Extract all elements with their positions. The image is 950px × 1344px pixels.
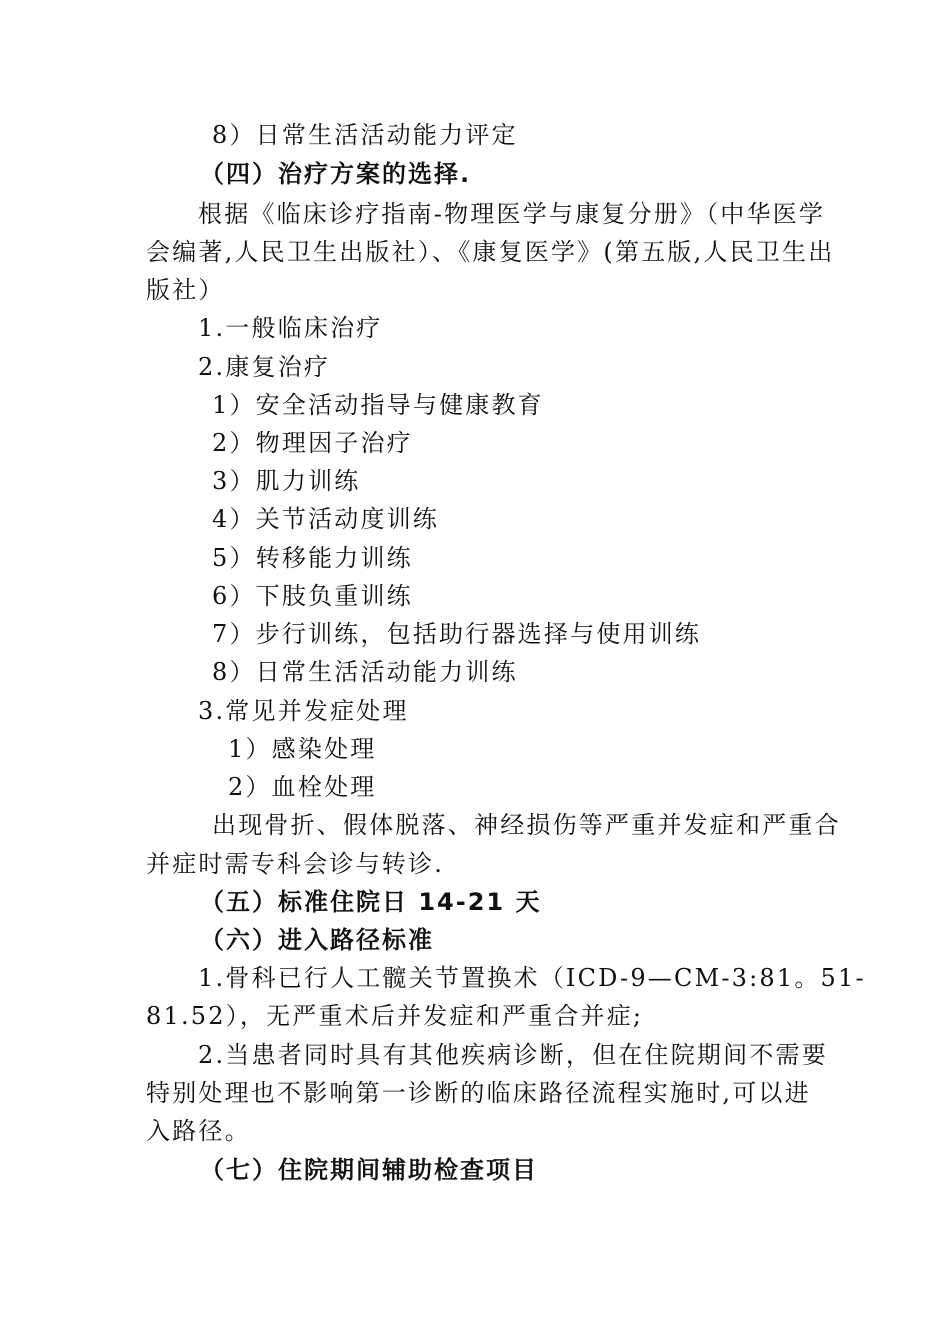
rehab-item-3: 3）肌力训练 (212, 467, 361, 495)
entry-criterion-1-line-2: 81.52），无严重术后并发症和严重合并症; (146, 1002, 644, 1030)
rehab-item-4: 4）关节活动度训练 (212, 505, 440, 533)
section-heading-auxiliary-tests: （七）住院期间辅助检查项目 (200, 1156, 538, 1184)
rehab-item-5: 5）转移能力训练 (212, 544, 413, 572)
section-heading-entry-criteria: （六）进入路径标准 (200, 926, 434, 954)
rehab-item-7: 7）步行训练，包括助行器选择与使用训练 (212, 620, 702, 648)
paragraph-referral-line-1: 出现骨折、假体脱落、神经损伤等严重并发症和严重合 (212, 811, 841, 839)
entry-criterion-2-line-3: 入路径。 (146, 1117, 251, 1145)
section-heading-treatment-plan: （四）治疗方案的选择. (200, 160, 472, 188)
entry-criterion-2-line-2: 特别处理也不影响第一诊断的临床路径流程实施时,可以进 (146, 1079, 811, 1107)
rehab-item-8: 8）日常生活活动能力训练 (212, 658, 518, 686)
paragraph-reference-line-1: 根据《临床诊疗指南-物理医学与康复分册》（中华医学 (198, 200, 826, 228)
entry-criterion-2-line-1: 2.当患者同时具有其他疾病诊断，但在住院期间不需要 (198, 1041, 828, 1069)
paragraph-referral-line-2: 并症时需专科会诊与转诊. (146, 850, 445, 878)
paragraph-reference-line-2: 会编著,人民卫生出版社）、《康复医学》(第五版,人民卫生出 (146, 238, 835, 266)
complication-item-2: 2）血栓处理 (228, 773, 377, 801)
assessment-item-8: 8）日常生活活动能力评定 (212, 121, 518, 149)
paragraph-reference-line-3: 版社） (146, 276, 225, 304)
list-item-complications: 3.常见并发症处理 (198, 697, 409, 725)
list-item-rehab-treatment: 2.康复治疗 (198, 353, 331, 381)
entry-criterion-1-line-1: 1.骨科已行人工髋关节置换术（ICD-9—CM-3:81。51- (198, 964, 866, 992)
section-heading-hospital-stay: （五）标准住院日 14-21 天 (200, 888, 542, 916)
rehab-item-1: 1）安全活动指导与健康教育 (212, 391, 544, 419)
rehab-item-2: 2）物理因子治疗 (212, 429, 413, 457)
list-item-general-treatment: 1.一般临床治疗 (198, 314, 383, 342)
complication-item-1: 1）感染处理 (228, 735, 377, 763)
rehab-item-6: 6）下肢负重训练 (212, 582, 413, 610)
